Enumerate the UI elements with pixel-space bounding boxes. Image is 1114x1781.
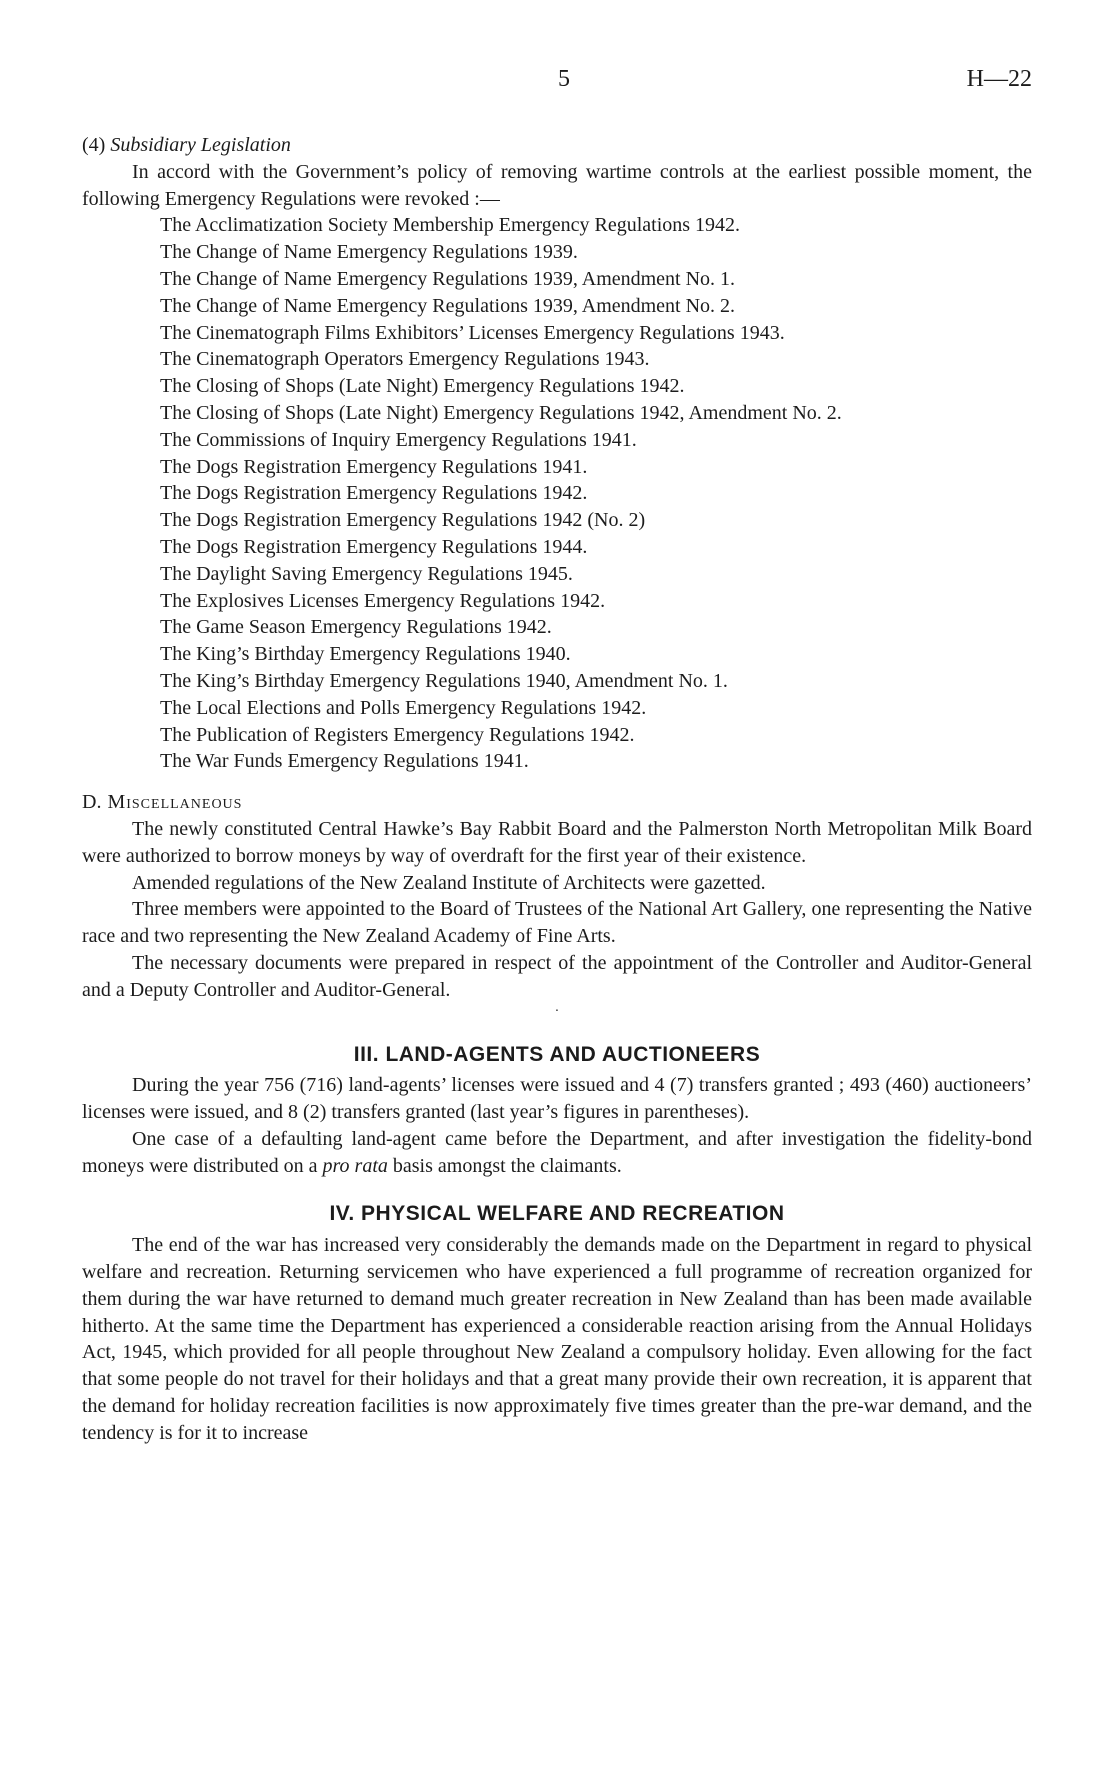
page-number: 5 [558, 66, 570, 92]
miscellaneous-heading [82, 789, 1032, 816]
document-reference: H—22 [966, 66, 1032, 92]
miscellaneous-heading-number: D. [82, 791, 102, 814]
regulation-item: The Closing of Shops (Late Night) Emergency Regulations 1942, Amendment No. 2. [160, 401, 842, 424]
page-header [82, 66, 1032, 96]
regulation-item: The Dogs Registration Emergency Regulations 1942 (No. 2) [160, 509, 646, 532]
section-title-land-agents: III. LAND-AGENTS AND AUCTIONEERS [353, 1042, 761, 1066]
regulation-item: The Cinematograph Operators Emergency Regulations 1943. [160, 348, 650, 371]
section-divider-dot: · [554, 1003, 560, 1019]
misc-paragraph: The newly constituted Central Hawke’s Bay Rabbit Board and the Palmerston North Metropolitan Milk Board were authorized to borrow moneys by way of overdraft for the first year of their existence. [82, 817, 1032, 867]
page-body [82, 132, 1032, 1447]
subsidiary-legislation-heading [82, 132, 1032, 159]
misc-paragraph: Three members were appointed to the Board of Trustees of the National Art Gallery, one representing the Native race and two representing the New Zealand Academy of Fine Arts. [82, 898, 1032, 948]
regulation-item: The Local Elections and Polls Emergency Regulations 1942. [160, 696, 647, 719]
regulation-item: The Publication of Registers Emergency Regulations 1942. [160, 723, 635, 746]
regulation-item: The King’s Birthday Emergency Regulations 1940, Amendment No. 1. [160, 669, 728, 692]
regulation-item: The War Funds Emergency Regulations 1941. [160, 750, 529, 773]
regulation-item: The Change of Name Emergency Regulations 1939, Amendment No. 2. [160, 294, 736, 317]
miscellaneous-heading-title: Miscellaneous [107, 791, 243, 814]
land-agents-text: One case of a defaulting land-agent came before the Department, and after investigation the fidelity-bond moneys were distributed on a [82, 1127, 1032, 1177]
regulation-item: The Cinematograph Films Exhibitors’ Licenses Emergency Regulations 1943. [160, 321, 785, 344]
land-agents-text: basis amongst the claimants. [387, 1154, 622, 1177]
misc-paragraph: Amended regulations of the New Zealand Institute of Architects were gazetted. [132, 871, 766, 894]
section-title-physical-welfare: IV. PHYSICAL WELFARE AND RECREATION [329, 1202, 785, 1226]
regulation-item: The Dogs Registration Emergency Regulations 1941. [160, 455, 588, 478]
regulation-item: The Daylight Saving Emergency Regulations 1945. [160, 562, 573, 585]
regulation-item: The King’s Birthday Emergency Regulations 1940. [160, 643, 571, 666]
subsidiary-heading-number: (4) [82, 134, 106, 156]
regulation-item: The Closing of Shops (Late Night) Emergency Regulations 1942. [160, 375, 685, 398]
physical-welfare-paragraph: The end of the war has increased very considerably the demands made on the Department in regard to physical welfare and recreation. Returning servicemen who have experienced a full programme of recreation organized for them during the war have returned to demand much greater recreation in New Zealand than has been made available hitherto. At the same time the Department has experienced a considerable reaction arising from the Annual Holidays Act, 1945, which provided for all people throughout New Zealand a compulsory holiday. Even allowing for the fact that some people do not travel for their holidays and that a great many provide their own recreation, it is apparent that the demand for holiday recreation facilities is now approximately five times greater than the pre-war demand, and the tendency is for it to increase [82, 1234, 1032, 1444]
regulation-item: The Game Season Emergency Regulations 1942. [160, 616, 552, 639]
regulation-item: The Commissions of Inquiry Emergency Regulations 1941. [160, 428, 637, 451]
misc-paragraph: The necessary documents were prepared in respect of the appointment of the Controller and Auditor-General and a Deputy Controller and Auditor-General. [82, 951, 1032, 1001]
regulation-item: The Change of Name Emergency Regulations 1939, Amendment No. 1. [160, 267, 736, 290]
revoked-regulations-list [82, 212, 1032, 775]
regulation-item: The Dogs Registration Emergency Regulations 1942. [160, 482, 588, 505]
regulation-item: The Dogs Registration Emergency Regulations 1944. [160, 535, 588, 558]
regulation-item: The Acclimatization Society Membership Emergency Regulations 1942. [160, 214, 741, 237]
land-agents-paragraph: During the year 756 (716) land-agents’ licenses were issued and 4 (7) transfers granted ; 493 (460) auctioneers’ licenses were issued, and 8 (2) transfers granted (last year’s figures in parentheses). [82, 1074, 1032, 1124]
land-agents-paragraph [82, 1126, 1032, 1180]
subsidiary-heading-title: Subsidiary Legislation [110, 134, 291, 156]
subsidiary-intro: In accord with the Government’s policy of removing wartime controls at the earliest possible moment, the following Emergency Regulations were revoked :— [82, 160, 1032, 210]
regulation-item: The Explosives Licenses Emergency Regulations 1942. [160, 589, 606, 612]
latin-phrase: pro rata [322, 1154, 388, 1177]
regulation-item: The Change of Name Emergency Regulations 1939. [160, 241, 578, 264]
